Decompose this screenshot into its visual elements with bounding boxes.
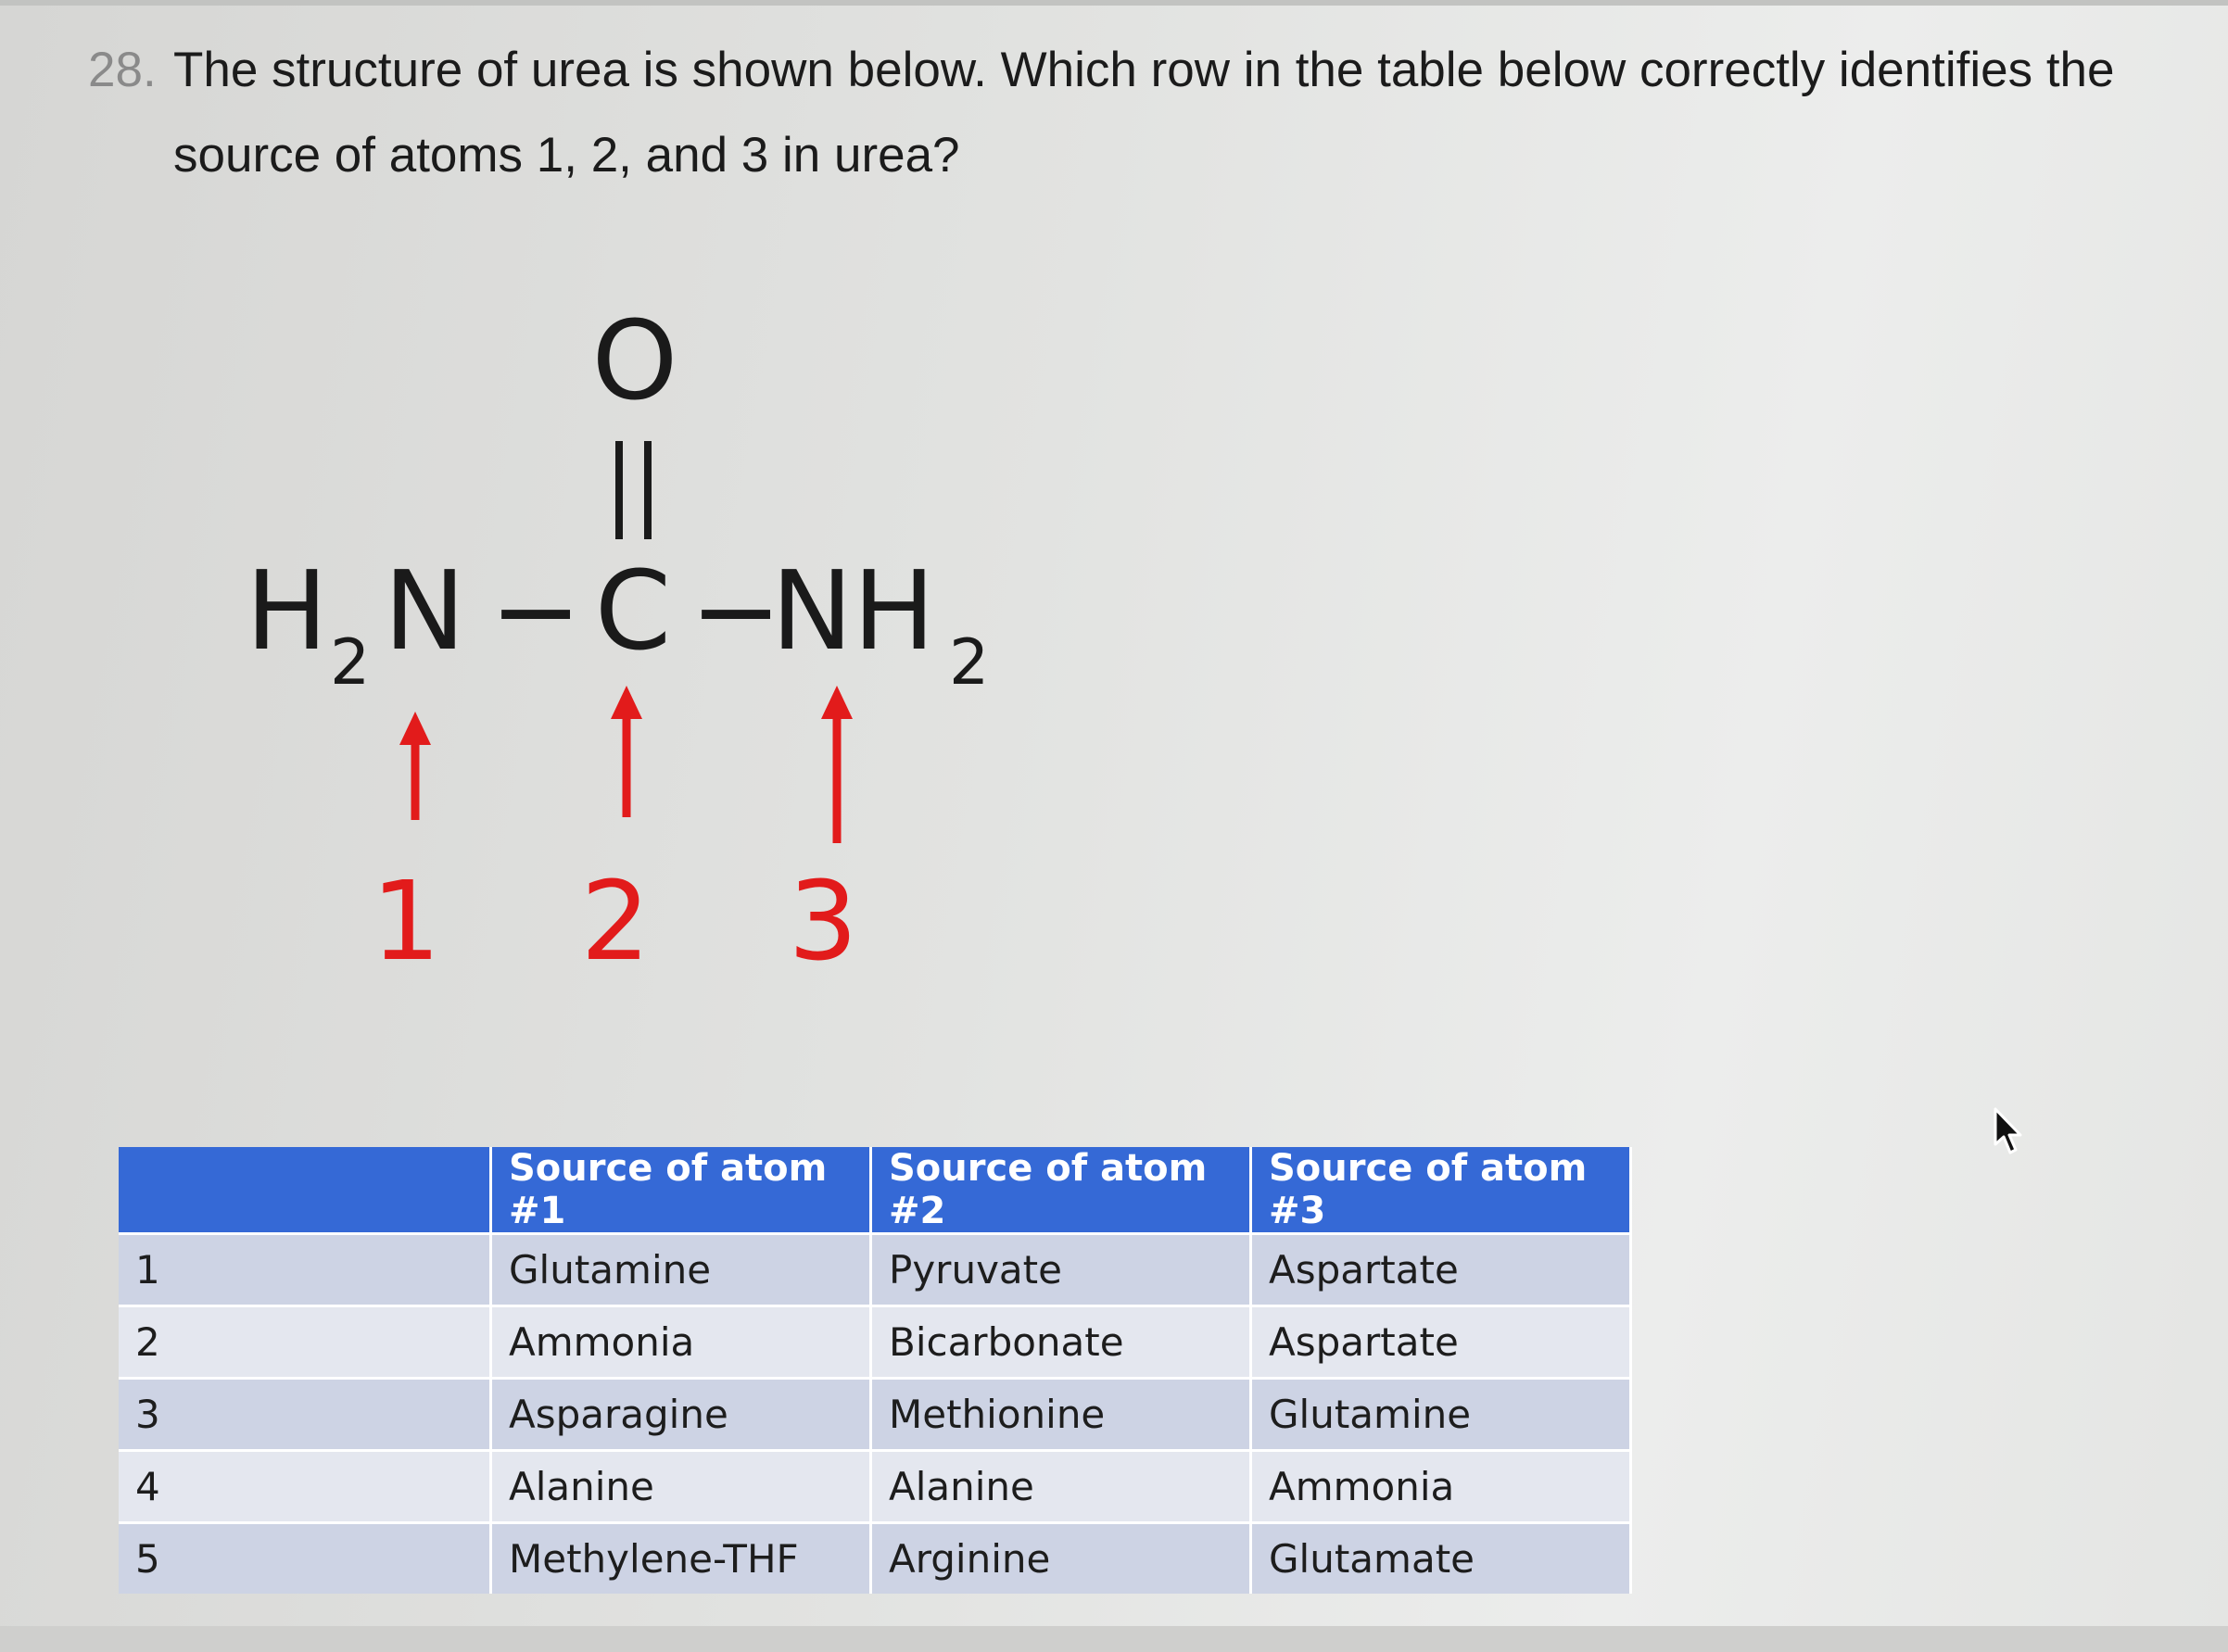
top-border: [0, 0, 2228, 6]
bottom-band: [0, 1626, 2228, 1652]
table-row: [119, 1379, 1631, 1451]
header-source-atom-2: Source of atom #2: [871, 1147, 1251, 1234]
right-amino-subscript: 2: [949, 626, 990, 700]
oxygen-atom: O: [591, 296, 678, 424]
cell-atom-1: Glutamine: [491, 1234, 871, 1306]
arrow-3-head: [821, 686, 853, 719]
row-number: 2: [119, 1306, 491, 1379]
right-amino-group: NH: [771, 547, 935, 675]
carbon-atom: C: [594, 547, 672, 675]
cell-atom-1: Methylene-THF: [491, 1523, 871, 1595]
arrow-2-head: [611, 686, 642, 719]
question-line-1: The structure of urea is shown below. Which row in the table below correctly identifies the: [173, 43, 2115, 97]
row-number: 5: [119, 1523, 491, 1595]
row-number: 4: [119, 1451, 491, 1523]
cell-atom-2: Alanine: [871, 1451, 1251, 1523]
table-row: [119, 1451, 1631, 1523]
header-index: [119, 1147, 491, 1234]
cell-atom-3: Aspartate: [1251, 1306, 1631, 1379]
table-row: [119, 1234, 1631, 1306]
question-text: [173, 28, 2194, 198]
mouse-pointer-icon: [1993, 1107, 2026, 1157]
atom-label-3: 3: [788, 857, 858, 985]
urea-structure: [0, 259, 1112, 1001]
atom-label-1: 1: [371, 857, 441, 985]
cell-atom-2: Arginine: [871, 1523, 1251, 1595]
table-header-row: [119, 1147, 1631, 1234]
cell-atom-3: Ammonia: [1251, 1451, 1631, 1523]
cell-atom-3: Glutamate: [1251, 1523, 1631, 1595]
table-row: [119, 1306, 1631, 1379]
cell-atom-3: Glutamine: [1251, 1379, 1631, 1451]
arrow-1-head: [399, 712, 431, 745]
answer-table: [119, 1147, 1632, 1594]
cell-atom-1: Alanine: [491, 1451, 871, 1523]
cell-atom-2: Methionine: [871, 1379, 1251, 1451]
table-row: [119, 1523, 1631, 1595]
row-number: 1: [119, 1234, 491, 1306]
left-amino-h: H: [246, 547, 328, 675]
cell-atom-2: Bicarbonate: [871, 1306, 1251, 1379]
cell-atom-1: Asparagine: [491, 1379, 871, 1451]
atom-label-2: 2: [580, 857, 651, 985]
left-amino-subscript: 2: [330, 626, 371, 700]
question-number: 28.: [88, 43, 157, 97]
cell-atom-2: Pyruvate: [871, 1234, 1251, 1306]
left-amino-n: N: [384, 547, 466, 675]
header-source-atom-3: Source of atom #3: [1251, 1147, 1631, 1234]
right-bond: −: [690, 547, 782, 675]
cell-atom-1: Ammonia: [491, 1306, 871, 1379]
header-source-atom-1: Source of atom #1: [491, 1147, 871, 1234]
row-number: 3: [119, 1379, 491, 1451]
left-bond: −: [489, 547, 582, 675]
cell-atom-3: Aspartate: [1251, 1234, 1631, 1306]
question-line-2: source of atoms 1, 2, and 3 in urea?: [173, 128, 960, 183]
